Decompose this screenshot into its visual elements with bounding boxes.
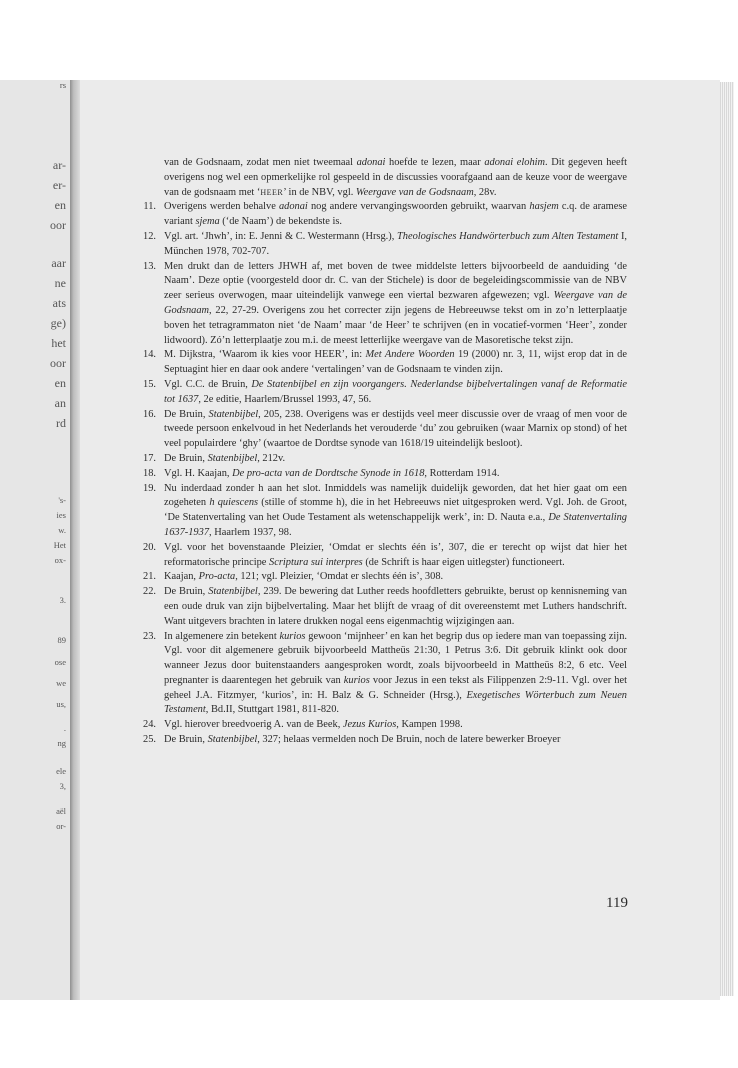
- footnote: [133, 378, 627, 408]
- footnote: [133, 541, 627, 571]
- left-page: [0, 80, 70, 1000]
- footnote: [133, 467, 627, 482]
- left-page-fragment: 's-: [58, 495, 66, 505]
- footnote-text: Kaajan, Pro-acta, 121; vgl. Pleizier, ‘Omdat er slechts één is’, 308.: [164, 571, 444, 583]
- footnote: [133, 200, 627, 230]
- left-page-fragment: ies: [56, 510, 66, 520]
- page-number: 119: [606, 895, 628, 911]
- left-page-fragment: we: [56, 678, 66, 688]
- left-page-fragment: 3,: [59, 781, 66, 791]
- footnote-number: 25.: [143, 734, 156, 746]
- left-page-fragment: rd: [56, 416, 66, 430]
- footnote-number: 24.: [143, 719, 156, 731]
- footnote-number: 14.: [143, 349, 156, 361]
- left-page-fragment: 89: [57, 635, 66, 645]
- footnote-text: Vgl. hierover breedvoerig A. van de Beek, Jezus Kurios, Kampen 1998.: [164, 719, 463, 731]
- footnotes-list: [133, 156, 627, 748]
- footnote-number: 15.: [143, 378, 156, 390]
- footnote: [133, 452, 627, 467]
- footnote-text: De Bruin, Statenbijbel, 212v.: [164, 452, 286, 464]
- left-page-fragment: ar-: [52, 158, 66, 172]
- left-page-fragment: er-: [52, 178, 66, 192]
- footnote-text: Nu inderdaad zonder h aan het slot. Inmiddels was namelijk duidelijk geworden, dat het hier gaat om een zogeheten h quiescens (stille of stomme h), die in het Hebreeuws niet uitgesproken werd. Vgl. Joh. de Groot, ‘De Statenvertaling van het Oude Testament als wetenschappelijk werk’, in: D. Nauta e.a., De Statenvertaling 1637-1937, Haarlem 1937, 98.: [164, 482, 627, 538]
- left-page-fragment: Het: [53, 540, 66, 550]
- left-page-fragment: 3.: [59, 595, 66, 605]
- footnote-number: 13.: [143, 260, 156, 272]
- left-page-fragment: het: [51, 336, 66, 350]
- left-page-fragment: oor: [50, 356, 66, 370]
- footnote-number: 19.: [143, 482, 156, 494]
- footnote: [133, 156, 627, 200]
- footnote-number: 16.: [143, 408, 156, 420]
- footnote: [133, 718, 627, 733]
- page-edge: [720, 82, 734, 996]
- footnote: [133, 260, 627, 349]
- footnote-text: Vgl. C.C. de Bruin, De Statenbijbel en zijn voorgangers. Nederlandse bijbelvertalingen vanaf de Reformatie tot 1637, 2e editie, Haarlem/Brussel 1993, 47, 56.: [164, 378, 627, 405]
- footnote-text: M. Dijkstra, ‘Waarom ik kies voor HEER’, in: Met Andere Woorden 19 (2000) nr. 3, 11, wijst erop dat in de Septuagint hier en daar ook andere ‘vertalingen’ van de Godsnaam te vinden zijn.: [164, 349, 627, 376]
- footnote-number: 23.: [143, 630, 156, 642]
- footnote-text: De Bruin, Statenbijbel, 205, 238. Overigens was er destijds veel meer discussie over de vraag of men voor de tweede persoon enkelvoud in het Nederlands het verouderde ‘du’ zou gebruiken (waar Marnix op stond) of het veel populairdere ‘ghy’ (waartoe de Dordtse synode van 1618/19 uiteindelijk besloot).: [164, 408, 628, 450]
- footnote: [133, 630, 627, 719]
- footnote-number: 20.: [143, 541, 156, 553]
- left-page-fragment: w.: [58, 525, 66, 535]
- left-page-fragment: ele: [56, 766, 66, 776]
- left-page-fragment: us,: [56, 699, 66, 709]
- footnote-text: Vgl. art. ‘Jhwh’, in: E. Jenni & C. Westermann (Hrsg.), Theologisches Handwörterbuch zum Alten Testament I, München 1978, 702-707.: [164, 230, 628, 257]
- left-page-fragment: ose: [54, 657, 66, 667]
- footnote-number: 18.: [143, 467, 156, 479]
- footnote-text: Men drukt dan de letters JHWH af, met boven de twee middelste letters bijvoorbeeld de aanduiding ‘de Naam’. Deze optie (voorgesteld door dr. C. van der Stichele) is door de begeleidingscommissie van de NBV zeer serieus overwogen, maar uiteindelijk vanwege een viertal bezwaren afgewezen; vgl. Weergave van de Godsnaam, 22, 27-29. Overigens zou het correcter zijn jegens de Hebreeuwse tekst om in zo’n letterplaatje boven het tetragrammaton niet ‘de Naam’ maar ‘de Heer’ te schrijven (en in vocatief-vormen ‘Heer’, zonder lidwoord). Zó’n letterplaatje zou m.i. de meest letterlijke weergave van de Masoretische tekst zijn.: [164, 260, 627, 346]
- left-page-fragment: or-: [56, 821, 66, 831]
- footnote-text: van de Godsnaam, zodat men niet tweemaal adonai hoefde te lezen, maar adonai elohim. Dit gegeven heeft overigens nog wel een opmerkelijke rol gespeeld in de discussies voorafgaand aan de keuze voor de weergave van de godsnaam met ‘HEER’ in de NBV, vgl. Weergave van de Godsnaam, 28v.: [164, 157, 627, 198]
- left-page-fragment: en: [54, 198, 66, 212]
- left-page-fragment: an: [54, 396, 66, 410]
- footnote-number: 17.: [143, 452, 156, 464]
- left-page-fragment: ats: [52, 296, 66, 310]
- footnote-number: 22.: [143, 586, 156, 598]
- footnote-number: 21.: [143, 571, 156, 583]
- left-page-fragment: aël: [56, 806, 66, 816]
- left-page-fragment: ge): [50, 316, 66, 330]
- left-page-fragment: ox-: [54, 555, 66, 565]
- footnote-text: De Bruin, Statenbijbel, 239. De bewering dat Luther reeds hoofdletters gebruikte, berust op kennisneming van een oude druk van zijn bijbelvertaling. Maar het blijft de vraag of dit overeenstemt met Luthers handschrift. Want uitgevers brachten in latere drukken nogal eens eigenmachtig wijzigingen aan.: [164, 586, 628, 627]
- left-page-fragment: aar: [51, 256, 66, 270]
- left-page-fragment: rs: [59, 80, 66, 90]
- left-page-fragment: .: [63, 723, 66, 733]
- footnote-text: De Bruin, Statenbijbel, 327; helaas vermelden noch De Bruin, noch de latere bewerker Broeyer: [164, 734, 561, 746]
- footnote: [133, 230, 627, 260]
- footnote-number: 11.: [143, 201, 156, 213]
- footnote: [133, 408, 627, 452]
- footnote: [133, 585, 627, 629]
- footnote-text: Vgl. voor het bovenstaande Pleizier, ‘Omdat er slechts één is’, 307, die er terecht op wijst dat hier het reformatorische principe Scriptura sui interpres (de Schrift is haar eigen uitlegster) functioneert.: [164, 541, 627, 568]
- footnote: [133, 570, 627, 585]
- footnote-number: 12.: [143, 230, 156, 242]
- footnote: [133, 348, 627, 378]
- footnote: [133, 733, 627, 748]
- footnote-text: Overigens werden behalve adonai nog andere vervangingswoorden gebruikt, waarvan hasjem c.q. de aramese variant sjema (‘de Naam’) de bekendste is.: [164, 201, 628, 228]
- left-page-fragment: oor: [50, 218, 66, 232]
- footnote-text: In algemenere zin betekent kurios gewoon ‘mijnheer’ en kan het begrip dus op iedere man van toepassing zijn. Vgl. voor dit algemenere gebruik bijvoorbeeld Mattheüs 21:30, 1 Petrus 3:6. Dit gebruik klinkt ook door wanneer Jezus door buitenstaanders aangesproken wordt, zoals bijvoorbeeld in Mattheüs 8:2, 6 etc. Veel pregnanter is daarentegen het gebruik van kurios voor Jezus in een tekst als Filippenzen 2:9-11. Vgl. over het geheel J.A. Fitzmyer, ‘kurios’, in: H. Balz & G. Schneider (Hrsg.), Exegetisches Wörterbuch zum Neuen Testament, Bd.II, Stuttgart 1981, 811-820.: [164, 630, 628, 716]
- left-page-fragment: ng: [57, 738, 66, 748]
- footnote-text: Vgl. H. Kaajan, De pro-acta van de Dordtsche Synode in 1618, Rotterdam 1914.: [164, 467, 500, 479]
- left-page-fragment: ne: [54, 276, 66, 290]
- left-page-fragment: en: [54, 376, 66, 390]
- book-gutter: [70, 80, 80, 1000]
- footnote: [133, 482, 627, 541]
